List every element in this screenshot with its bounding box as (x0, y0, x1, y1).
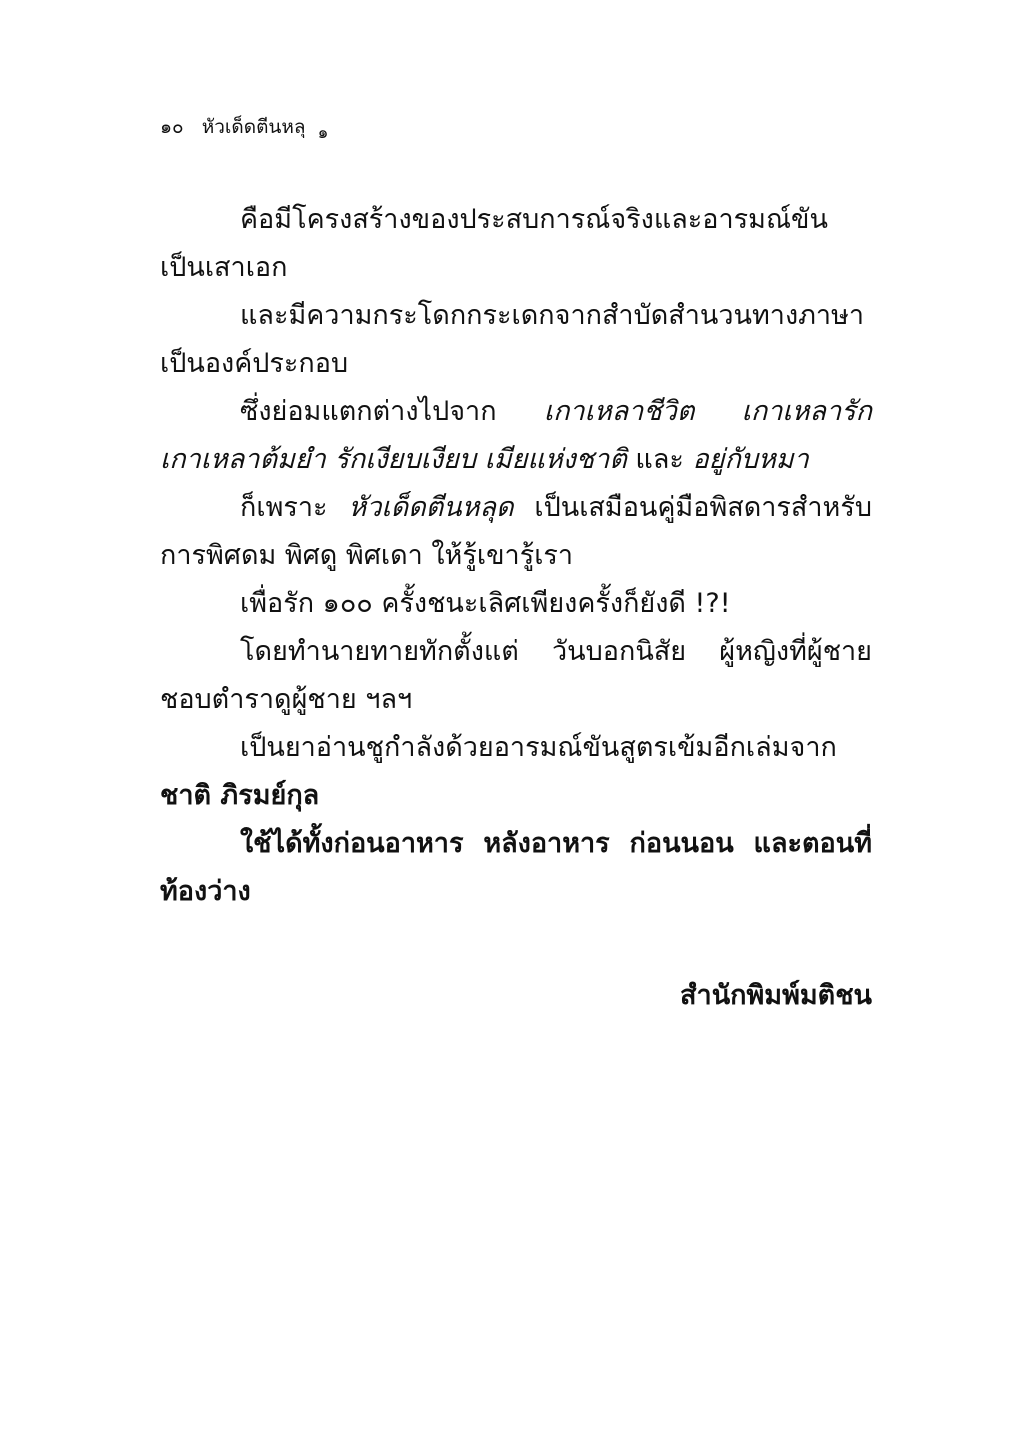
paragraph-7 (160, 724, 872, 820)
paragraph-4-intro: ก็เพราะ (240, 492, 349, 523)
book-title-1: เกาเหลาชีวิต (543, 396, 695, 427)
paragraph-3 (160, 388, 872, 484)
paragraph-8: ใช้ได้ทั้งก่อนอาหาร หลังอาหาร ก่อนนอน และตอนที่ท้องว่าง (160, 828, 872, 907)
separator (476, 444, 485, 475)
paragraph-3-intro: ซึ่งย่อมแตกต่างไปจาก (240, 396, 544, 427)
paragraph-4 (160, 484, 872, 580)
paragraph-7-intro: เป็นยาอ่านชูกำลังด้วยอารมณ์ขันสูตรเข้มอีกเล่มจาก (240, 732, 837, 763)
book-title-4: รักเงียบเงียบ (334, 444, 476, 475)
paragraph-2: และมีความกระโดกกระเดกจากสำบัดสำนวนทางภาษาเป็นองค์ประกอบ (160, 300, 865, 379)
page-number: ๑๐ (160, 116, 184, 138)
body-text (160, 196, 872, 916)
book-title: หัวเด็ดตีนหลุ (201, 116, 306, 138)
featured-book-title: หัวเด็ดตีนหลุด (348, 492, 514, 523)
paragraph-4-rest: เป็นเสมือนคู่มือพิสดารสำหรับการพิศดม พิศดู พิศเดา ให้รู้เขารู้เรา (160, 492, 872, 571)
separator (694, 396, 741, 427)
paragraph-1: คือมีโครงสร้างของประสบการณ์จริงและอารมณ์ขันเป็นเสาเอก (160, 204, 828, 283)
book-title-2: เกาเหลารัก (741, 396, 872, 427)
paragraph-6: โดยทำนายทายทักตั้งแต่ วันบอกนิสัย ผู้หญิงที่ผู้ชายชอบตำราดูผู้ชาย ฯลฯ (160, 636, 872, 715)
book-title-3: เกาเหลาต้มยำ (160, 444, 326, 475)
conjunction: และ (626, 444, 693, 475)
book-title-6: อยู่กับหมา (692, 444, 809, 475)
volume-number: ๑ (317, 123, 329, 143)
book-title-5: เมียแห่งชาติ (484, 444, 627, 475)
publisher-signature: สำนักพิมพ์มติชน (680, 980, 872, 1011)
running-header (160, 114, 328, 141)
author-name: ชาติ ภิรมย์กุล (160, 780, 320, 811)
paragraph-5: เพื่อรัก ๑๐๐ ครั้งชนะเลิศเพียงครั้งก็ยังดี !?! (240, 588, 731, 619)
